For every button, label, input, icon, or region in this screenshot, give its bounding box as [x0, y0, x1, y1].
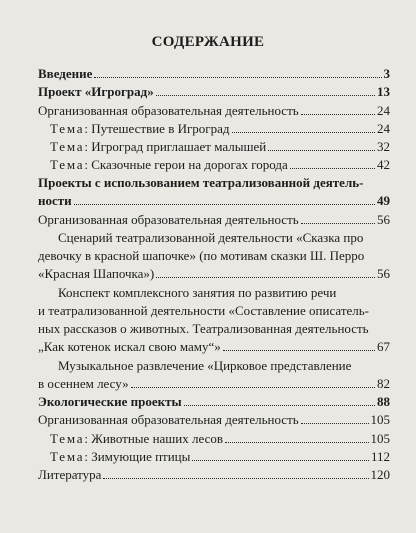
toc-entry-text: Экологические проекты — [38, 394, 182, 409]
topic-label: Тема — [50, 157, 85, 172]
toc-entry-lesson — [38, 339, 390, 355]
toc-page-number: 67 — [377, 339, 390, 354]
toc-entry-introduction — [38, 66, 390, 82]
toc-page-number: 112 — [370, 449, 390, 464]
toc-entry-lesson-line1: Конспект комплексного занятия по развитию речи — [58, 285, 337, 300]
toc-entry-text: в осеннем лесу» — [38, 376, 129, 391]
topic-title: : Зимующие птицы — [84, 449, 191, 464]
dot-leader — [225, 442, 369, 443]
topic-label: Тема — [50, 121, 85, 136]
dot-leader — [94, 77, 381, 78]
dot-leader — [301, 423, 369, 424]
toc-page-number: 56 — [377, 266, 390, 281]
toc-entry-music — [38, 376, 390, 392]
dot-leader — [131, 387, 375, 388]
toc-entry-text: Организованная образовательная деятельность — [38, 103, 299, 118]
toc-entry-topic-5 — [50, 449, 390, 465]
toc-page-number: 105 — [370, 431, 390, 446]
toc-entry-music-line1: Музыкальное развлечение «Цирковое представление — [58, 358, 352, 373]
toc-entry-text: „Как котенок искал свою маму“» — [38, 339, 221, 354]
toc-entry-text: «Красная Шапочка») — [38, 266, 155, 281]
dot-leader — [268, 150, 375, 151]
toc-page-number: 120 — [370, 467, 390, 482]
dot-leader — [232, 132, 375, 133]
page-title: СОДЕРЖАНИЕ — [151, 34, 265, 50]
toc-entry-lesson-line3: ных рассказов о животных. Театрализованная деятельность — [38, 321, 369, 336]
toc-entry-topic-2 — [50, 139, 390, 155]
toc-entry-text: Введение — [38, 66, 93, 81]
toc-entry-lesson-line2: и театрализованной деятельности «Составление описатель- — [38, 303, 370, 318]
topic-label: Тема — [50, 139, 85, 154]
toc-entry-text — [50, 157, 288, 173]
toc-entry-project-igrograd — [38, 84, 390, 100]
toc-page-number: 105 — [370, 412, 390, 427]
dot-leader — [156, 277, 375, 278]
topic-label: Тема — [50, 431, 85, 446]
toc-entry-theatre-projects — [38, 193, 390, 209]
dot-leader — [156, 95, 375, 96]
toc-entry-activity-1 — [38, 103, 390, 119]
toc-entry-text: ности — [38, 193, 72, 208]
dot-leader — [74, 204, 375, 205]
toc-page-number: 3 — [383, 66, 390, 81]
toc-entry-text: Проект «Игроград» — [38, 84, 154, 99]
topic-title: : Игроград приглашает малышей — [84, 139, 267, 154]
toc-entry-topic-3 — [50, 157, 390, 173]
topic-title: : Животные наших лесов — [84, 431, 223, 446]
toc-entry-text — [50, 121, 230, 137]
toc-page-number: 24 — [377, 121, 390, 136]
toc-page-number: 24 — [377, 103, 390, 118]
dot-leader — [184, 405, 375, 406]
toc-page-number: 56 — [377, 212, 390, 227]
dot-leader — [192, 460, 369, 461]
topic-title: : Путешествие в Игроград — [84, 121, 230, 136]
toc-page-number: 42 — [377, 157, 390, 172]
toc-entry-eco-projects — [38, 394, 390, 410]
toc-page-number: 82 — [377, 376, 390, 391]
toc-page-number: 49 — [377, 193, 390, 208]
dot-leader — [103, 478, 368, 479]
topic-label: Тема — [50, 449, 85, 464]
dot-leader — [301, 114, 375, 115]
toc-entry-text — [50, 449, 190, 465]
toc-entry-scenario — [38, 266, 390, 282]
toc-entry-activity-2 — [38, 212, 390, 228]
toc-entry-topic-4 — [50, 431, 390, 447]
toc-entry-text: Организованная образовательная деятельность — [38, 412, 299, 427]
toc-page-number: 13 — [377, 84, 390, 99]
dot-leader — [301, 223, 375, 224]
dot-leader — [223, 350, 375, 351]
toc-entry-theatre-projects-line1: Проекты с использованием театрализованной деятель- — [38, 175, 364, 190]
toc-entry-scenario-line2: девочку в красной шапочке» (по мотивам сказки Ш. Перро — [38, 248, 365, 263]
toc-entry-topic-1 — [50, 121, 390, 137]
toc-entry-text: Организованная образовательная деятельность — [38, 212, 299, 227]
toc-entry-text: Литература — [38, 467, 102, 482]
topic-title: : Сказочные герои на дорогах города — [84, 157, 288, 172]
toc-page-number: 88 — [377, 394, 390, 409]
dot-leader — [290, 168, 375, 169]
toc-entry-text — [50, 431, 223, 447]
toc-entry-literature — [38, 467, 390, 483]
toc-entry-scenario-line1: Сценарий театрализованной деятельности «Сказка про — [58, 230, 364, 245]
toc-entry-text — [50, 139, 266, 155]
toc-page-number: 32 — [377, 139, 390, 154]
toc-entry-activity-3 — [38, 412, 390, 428]
